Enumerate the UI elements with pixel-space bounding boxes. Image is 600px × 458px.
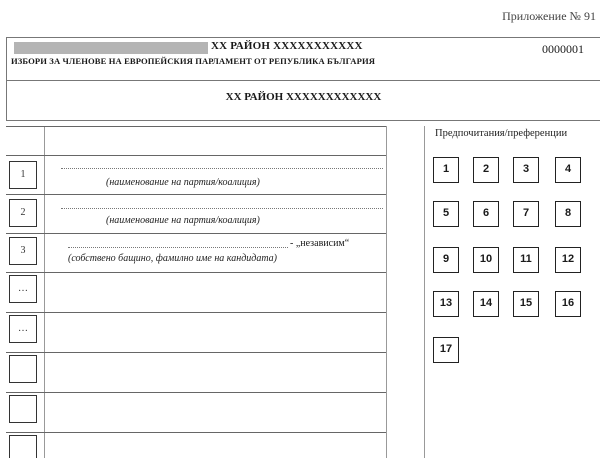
ballot-serial: 0000001 <box>542 42 584 56</box>
preference-box[interactable]: 12 <box>555 247 581 273</box>
preference-box[interactable]: 15 <box>513 291 539 317</box>
row-line <box>6 432 386 433</box>
district-line: XX РАЙОН XXXXXXXXXXX <box>211 40 363 52</box>
election-title: ИЗБОРИ ЗА ЧЛЕНОВЕ НА ЕВРОПЕЙСКИЯ ПАРЛАМЕНТ ОТ РЕПУБЛИКА БЪЛГАРИЯ <box>11 56 376 66</box>
preference-box[interactable]: 16 <box>555 291 581 317</box>
row-caption: (наименование на партия/коалиция) <box>106 177 260 188</box>
preference-box[interactable]: 13 <box>433 291 459 317</box>
dotted-line <box>61 168 383 169</box>
redacted-area <box>14 42 208 54</box>
row-line <box>6 194 386 195</box>
ballot-header <box>6 37 600 121</box>
row-line <box>6 392 386 393</box>
preference-box[interactable]: 1 <box>433 157 459 183</box>
district-title: XX РАЙОН XXXXXXXXXXXX <box>225 91 382 103</box>
preferences-label: Предпочитания/преференции <box>435 128 568 139</box>
preference-box[interactable]: 2 <box>473 157 499 183</box>
row-line <box>6 155 386 156</box>
preference-box[interactable]: 3 <box>513 157 539 183</box>
grid-divider <box>44 126 45 458</box>
preference-box[interactable]: 4 <box>555 157 581 183</box>
row-caption: (наименование на партия/коалиция) <box>106 215 260 226</box>
preference-box[interactable]: 8 <box>555 201 581 227</box>
row-caption: (собствено бащино, фамилно име на кандидата) <box>68 253 277 264</box>
row-line <box>6 272 386 273</box>
preference-box[interactable]: 9 <box>433 247 459 273</box>
independent-label: - „независим“ <box>290 238 350 249</box>
row-number-box[interactable]: 1 <box>9 161 37 189</box>
row-number-box[interactable] <box>9 395 37 423</box>
preference-box[interactable]: 6 <box>473 201 499 227</box>
row-number-box[interactable]: … <box>9 275 37 303</box>
preference-box[interactable]: 7 <box>513 201 539 227</box>
preference-box[interactable]: 5 <box>433 201 459 227</box>
dotted-line <box>61 208 383 209</box>
row-number-box[interactable] <box>9 435 37 458</box>
dotted-line <box>68 247 288 248</box>
row-line <box>6 352 386 353</box>
header-top <box>7 38 600 81</box>
grid-divider <box>424 126 425 458</box>
preference-box[interactable]: 10 <box>473 247 499 273</box>
row-line <box>6 312 386 313</box>
row-number-box[interactable]: 3 <box>9 237 37 265</box>
row-number-box[interactable] <box>9 355 37 383</box>
preference-box[interactable]: 17 <box>433 337 459 363</box>
row-line <box>6 126 386 127</box>
row-number-box[interactable]: … <box>9 315 37 343</box>
row-line <box>6 233 386 234</box>
candidate-grid <box>6 126 426 458</box>
preference-box[interactable]: 14 <box>473 291 499 317</box>
row-number-box[interactable]: 2 <box>9 199 37 227</box>
grid-divider <box>386 126 387 458</box>
preference-box[interactable]: 11 <box>513 247 539 273</box>
annex-label: Приложение № 91 <box>502 9 596 23</box>
